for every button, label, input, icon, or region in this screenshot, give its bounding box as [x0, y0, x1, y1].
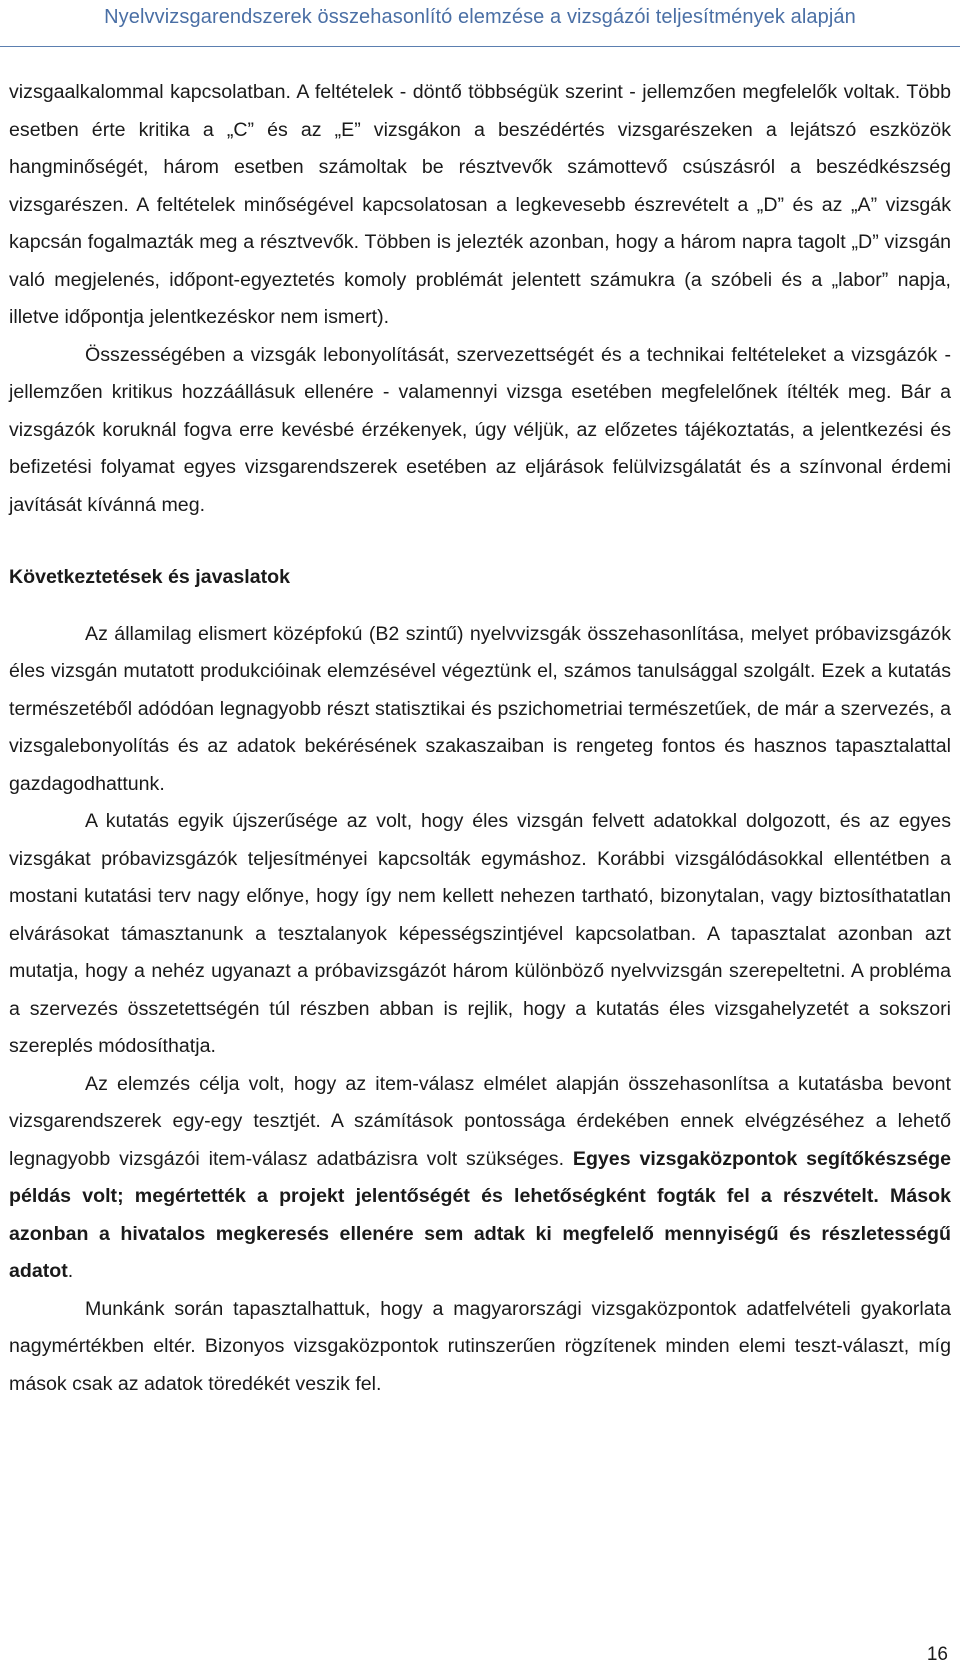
section-heading: Következtetések és javaslatok [9, 566, 291, 588]
paragraph-text: . [67, 1260, 74, 1282]
page-header [0, 0, 960, 47]
body-paragraph: Az államilag elismert középfokú (B2 szintű) nyelvvizsgák összehasonlítása, melyet próbavizsgázók éles vizsgán mutatott produkcióinak elemzésével végeztünk el, számos tanulsággal szolgált. Ezek a kutatás természetéből adódóan legnagyobb részt statisztikai és pszichometriai természetűek, de már a szervezés, a vizsgalebonyolítás és az adatok bekérésének szakaszaiban is rengeteg fontos és hasznos tapasztalattal gazdagodhattunk. [9, 622, 951, 795]
body-paragraph: Összességében a vizsgák lebonyolítását, szervezettségét és a technikai feltételeket a vizsgázók - jellemzően kritikus hozzáállásuk ellenére - valamennyi vizsga esetében megfelelőnek ítélték meg. Bár a vizsgázók koruknál fogva erre kevésbé érzékenyek, úgy véljük, az előzetes tájékoztatás, a jelentkezési és befizetési folyamat egyes vizsgarendszerek esetében az eljárások felülvizsgálatát és a színvonal érdemi javítását kívánná meg. [9, 343, 951, 516]
body-paragraph: Munkánk során tapasztalhattuk, hogy a magyarországi vizsgaközpontok adatfelvételi gyakorlata nagymértékben eltér. Bizonyos vizsgaközpontok rutinszerűen rögzítenek minden elemi teszt-választ, míg mások csak az adatok töredékét veszik fel. [9, 1297, 951, 1395]
document-body [9, 74, 951, 1403]
bold-emphasis-text: Egyes vizsgaközpontok segítőkészsége példás volt; megértették a projekt jelentőségét és lehetőségként fogták fel a részvételt. Mások azonban a hivatalos megkeresés ellenére sem adtak ki megfelelő mennyiségű és részletességű adatot [9, 1147, 952, 1282]
body-paragraph: A kutatás egyik újszerűsége az volt, hogy éles vizsgán felvett adatokkal dolgozott, és az egyes vizsgákat próbavizsgázók teljesítményei kapcsolták egymáshoz. Korábbi vizsgálódásokkal ellentétben a mostani kutatási terv nagy előnye, hogy így nem kellett nehezen tartható, bizonytalan, vagy biztosíthatatlan elvárásokat támasztanunk a tesztalanyok képességszintjével kapcsolatban. A tapasztalat azonban azt mutatja, hogy a nehéz ugyanazt a próbavizsgázót három különböző nyelvvizsgán szerepeltetni. A probléma a szervezés összetettségén túl részben abban is rejlik, hogy a kutatás éles vizsgahelyzetét a sokszori szereplés módosíthatja. [9, 810, 951, 1057]
body-paragraph-mixed [9, 1066, 951, 1291]
page-number: 16 [926, 1644, 948, 1665]
running-header-title: Nyelvvizsgarendszerek összehasonlító elemzése a vizsgázói teljesítmények alapján [104, 6, 856, 28]
body-paragraph: vizsgaalkalommal kapcsolatban. A feltételek - döntő többségük szerint - jellemzően megfelelők voltak. Több esetben érte kritika a „C” és az „E” vizsgákon a beszédértés vizsgarészeken a lejátszó eszközök hangminőségét, három esetben számoltak be résztvevők számottevő csúszásról a beszédkészség vizsgarészen. A feltételek minőségével kapcsolatosan a legkevesebb észrevételt a „D” és az „A” vizsgák kapcsán fogalmazták meg a résztvevők. Többen is jelezték azonban, hogy a három napra tagolt „D” vizsgán való megjelenés, időpont-egyeztetés komoly problémát jelentett számukra (a szóbeli és a „labor” napja, illetve időpontja jelentkezéskor nem ismert). [9, 81, 951, 328]
paragraph-text: Az elemzés célja volt, hogy az item-válasz elmélet alapján összehasonlítsa a kutatásba bevont vizsgarendszerek egy-egy tesztjét. A számítások pontossága érdekében ennek elvégzéséhez a lehető legnagyobb vizsgázói item-válasz adatbázisra volt szükséges. [9, 1072, 951, 1170]
